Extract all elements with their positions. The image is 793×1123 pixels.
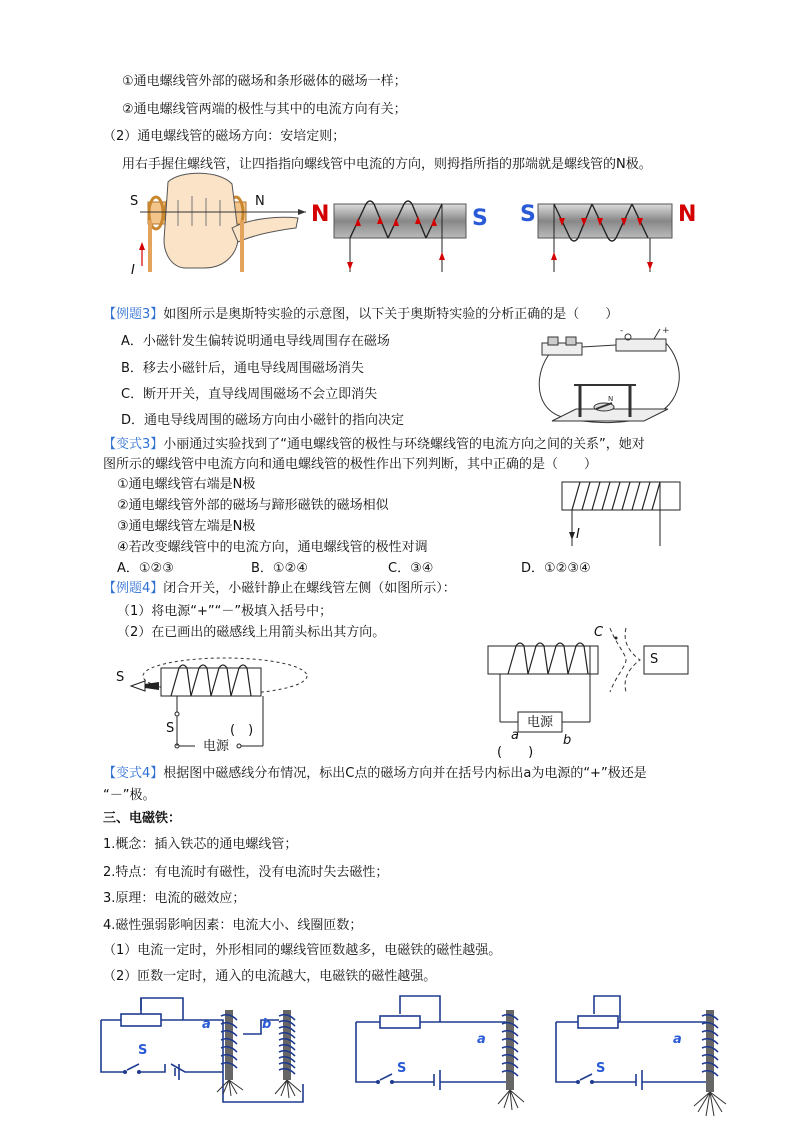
solenoid-figure-sn — [536, 190, 676, 280]
variation-4-question — [103, 765, 647, 783]
bottom-fig3-a-label: a — [673, 1032, 682, 1047]
variation-3-stem-line-2: 图所示的螺线管中电流方向和通电螺线管的极性作出下列判断，其中正确的是（ ） — [103, 457, 598, 472]
example-4-tag: 【例题4】 — [103, 581, 164, 596]
section-3-p1: 1.概念：插入铁芯的通电螺线管； — [103, 837, 298, 852]
fig1-s-label: S — [130, 194, 139, 209]
example-4-paren: ( ) — [230, 723, 254, 738]
fig2-n-pole: N — [311, 202, 330, 227]
fig3-s-pole: S — [520, 202, 536, 227]
example-4-switch-s: S — [166, 721, 175, 736]
example-4-needle-s: S — [116, 670, 125, 685]
variation-4-power-label: 电源 — [527, 715, 554, 730]
bottom-fig3-s-label: S — [596, 1061, 606, 1076]
variation-3-item-2: ②通电螺线管外部的磁场与蹄形磁铁的磁场相似 — [117, 498, 389, 513]
example-4-q2: （2）在已画出的磁感线上用箭头标出其方向。 — [117, 625, 386, 640]
solenoid-figure-ns — [330, 190, 470, 280]
example-4-power-label: 电源 — [203, 739, 230, 754]
example-3-tag: 【例题3】 — [103, 307, 164, 322]
variation-3-stem-1: 小丽通过实验找到了“通电螺线管的极性与环绕螺线管的电流方向之间的关系”，她对 — [163, 437, 645, 452]
variation-3-current-label: I — [576, 527, 580, 542]
variation-4-c-label: C — [594, 625, 604, 640]
example-3-stem: 如图所示是奥斯特实验的示意图，以下关于奥斯特实验的分析正确的是（ ） — [163, 307, 619, 322]
electromagnet-figure-1 — [95, 990, 325, 1110]
bottom-fig2-a-label: a — [477, 1032, 486, 1047]
section-3-p6: （2）匝数一定时，通入的电流越大，电磁铁的磁性越强。 — [103, 969, 437, 984]
example-4-q1: （1）将电源“+”“－”极填入括号中； — [117, 604, 333, 619]
fig1-n-label: N — [255, 194, 265, 209]
section-3-title: 三、电磁铁： — [103, 811, 182, 826]
fig3-n-pole: N — [678, 202, 697, 227]
intro-item-2: ②通电螺线管两端的极性与其中的电流方向有关； — [122, 102, 407, 117]
section-3-p3: 3.原理：电流的磁效应； — [103, 891, 246, 906]
variation-3-item-4: ④若改变螺线管中的电流方向，通电螺线管的极性对调 — [117, 540, 428, 555]
variation-3-stem-line-1 — [103, 436, 645, 454]
example-4-question — [103, 580, 456, 598]
right-hand-rule-figure — [120, 170, 310, 280]
variation-4-tag: 【变式4】 — [103, 766, 164, 781]
example-4-stem: 闭合开关，小磁针静止在螺线管左侧（如图所示）： — [163, 581, 456, 596]
variation-4-paren: ( ) — [497, 745, 534, 760]
example-3-question — [103, 306, 618, 324]
electromagnet-figure-3 — [550, 990, 730, 1120]
variation-3-item-1: ①通电螺线管右端是N极 — [117, 477, 256, 492]
variation-3-option-a: A．①②③ — [117, 561, 174, 576]
variation-3-option-b: B．①②④ — [251, 561, 308, 576]
variation-4-line-2: “－”极。 — [103, 788, 156, 803]
electromagnet-figure-2 — [350, 990, 535, 1115]
section-3-p4: 4.磁性强弱影响因素：电流大小、线圈匝数； — [103, 918, 363, 933]
variation-4-a-label: a — [511, 728, 519, 743]
fig2-s-pole: S — [472, 206, 488, 231]
intro-item-4: 用右手握住螺线管，让四指指向螺线管中电流的方向，则拇指所指的那端就是螺线管的N极。 — [122, 157, 652, 172]
variation-3-option-d: D．①②③④ — [521, 561, 591, 576]
variation-3-option-c: C．③④ — [388, 561, 434, 576]
svg-text:+: + — [662, 326, 670, 336]
variation-4-s-label: S — [650, 652, 659, 667]
bottom-fig1-b-label: b — [262, 1017, 272, 1032]
bottom-fig2-s-label: S — [397, 1061, 407, 1076]
example-3-option-a: A．小磁针发生偏转说明通电导线周围存在磁场 — [121, 334, 390, 349]
variation-3-item-3: ③通电螺线管左端是N极 — [117, 519, 256, 534]
section-3-p5: （1）电流一定时，外形相同的螺线管匝数越多，电磁铁的磁性越强。 — [103, 943, 502, 958]
variation-4-b-label: b — [563, 733, 572, 748]
fig1-current-label: I — [131, 263, 135, 278]
oersted-experiment-figure — [532, 325, 692, 437]
intro-item-3: （2）通电螺线管的磁场方向：安培定则； — [103, 129, 346, 144]
variation-4-line-1: 根据图中磁感线分布情况，标出C点的磁场方向并在括号内标出a为电源的“+”极还是 — [163, 766, 647, 781]
bottom-fig1-s-label: S — [138, 1043, 148, 1058]
example-3-option-b: B．移去小磁针后，通电导线周围磁场消失 — [121, 361, 364, 376]
example-3-option-d: D．通电导线周围的磁场方向由小磁针的指向决定 — [121, 413, 405, 428]
svg-text:N: N — [608, 395, 614, 403]
example-3-option-c: C．断开开关，直导线周围磁场不会立即消失 — [121, 387, 378, 402]
section-3-p2: 2.特点：有电流时有磁性，没有电流时失去磁性； — [103, 865, 389, 880]
bottom-fig1-a-label: a — [202, 1017, 211, 1032]
intro-item-1: ①通电螺线管外部的磁场和条形磁体的磁场一样； — [122, 74, 407, 89]
variation-3-tag: 【变式3】 — [103, 437, 164, 452]
svg-text:-: - — [620, 326, 624, 336]
